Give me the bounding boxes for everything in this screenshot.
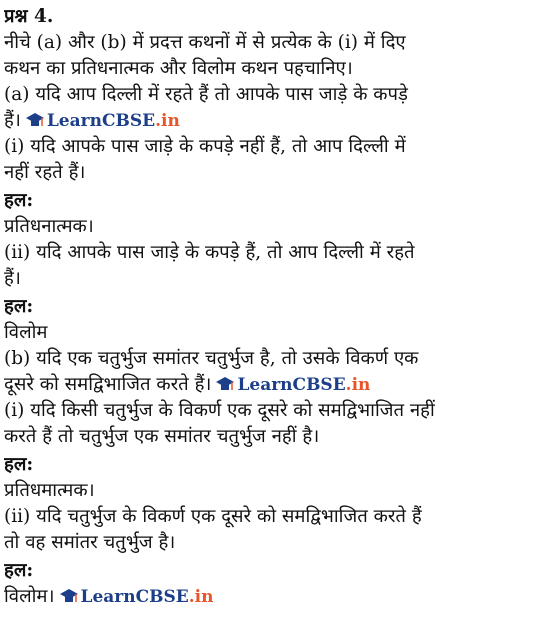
part-a-i-text: (i) यदि आपके पास जाड़े के कपड़े नहीं हैं, तो आप दिल्ली में xyxy=(4,136,406,157)
question-heading: प्रश्न 4. xyxy=(4,6,54,27)
part-a-ii-line-2: हैं। xyxy=(4,268,21,289)
logo-suffix: .in xyxy=(345,375,371,395)
logo-suffix: .in xyxy=(188,587,214,607)
answer-1: प्रतिधनात्मक। xyxy=(4,216,94,237)
part-a-line-2-text: हैं। xyxy=(4,110,21,131)
question-intro-line-2: कथन का प्रतिधनात्मक और विलोम कथन पहचानिए। xyxy=(4,58,353,79)
part-b-i-line-1: (i) यदि किसी चतुर्भुज के विकर्ण एक दूसरे को समद्विभाजित नहीं xyxy=(4,400,435,421)
part-b-ii-line-1: (ii) यदि चतुर्भुज के विकर्ण एक दूसरे को समद्विभाजित करते हैं xyxy=(4,506,422,527)
part-b-line-2-text: दूसरे को समद्विभाजित करते हैं। xyxy=(4,374,212,395)
part-a-line-1: (a) यदि आप दिल्ली में रहते हैं तो आपके पास जाड़े के कपड़े xyxy=(4,84,408,105)
answer-4: विलोम। xyxy=(4,586,55,607)
logo-text: LearnCBSE xyxy=(237,375,346,395)
graduation-cap-icon xyxy=(215,376,235,394)
logo-suffix: .in xyxy=(155,111,180,131)
answer-3: प्रतिधमात्मक। xyxy=(4,480,95,501)
part-b-ii-line-2: तो वह समांतर चतुर्भुज है। xyxy=(4,532,176,553)
part-a-ii-line-1: (ii) यदि आपके पास जाड़े के कपड़े हैं, तो आप दिल्ली में रहते xyxy=(4,242,415,263)
logo-text: LearnCBSE xyxy=(46,111,156,131)
graduation-cap-icon xyxy=(59,588,79,606)
part-b-i-line-2: करते हैं तो चतुर्भुज एक समांतर चतुर्भुज नहीं है। xyxy=(4,426,320,447)
learncbse-logo xyxy=(25,108,180,134)
solution-label-1: हल: xyxy=(4,190,34,211)
part-a-line-2 xyxy=(4,108,532,134)
part-a-i-line-2: नहीं रहते हैं। xyxy=(4,162,86,183)
solution-label-2: हल: xyxy=(4,296,34,317)
question-intro-line-1: नीचे (a) और (b) में प्रदत्त कथनों में से प्रत्येक के (i) में दिए xyxy=(4,32,406,53)
learncbse-logo xyxy=(215,372,370,398)
learncbse-logo xyxy=(59,584,214,610)
part-b-line-2 xyxy=(4,372,532,398)
part-a-i-line-1 xyxy=(4,134,532,160)
answer-2: विलोम xyxy=(4,322,48,343)
solution-label-3: हल: xyxy=(4,454,34,475)
answer-4-line xyxy=(4,584,532,610)
part-b-line-1: (b) यदि एक चतुर्भुज समांतर चतुर्भुज है, तो उसके विकर्ण एक xyxy=(4,348,419,369)
solution-label-4: हल: xyxy=(4,560,34,581)
logo-text: LearnCBSE xyxy=(80,587,189,607)
graduation-cap-icon xyxy=(25,112,45,130)
